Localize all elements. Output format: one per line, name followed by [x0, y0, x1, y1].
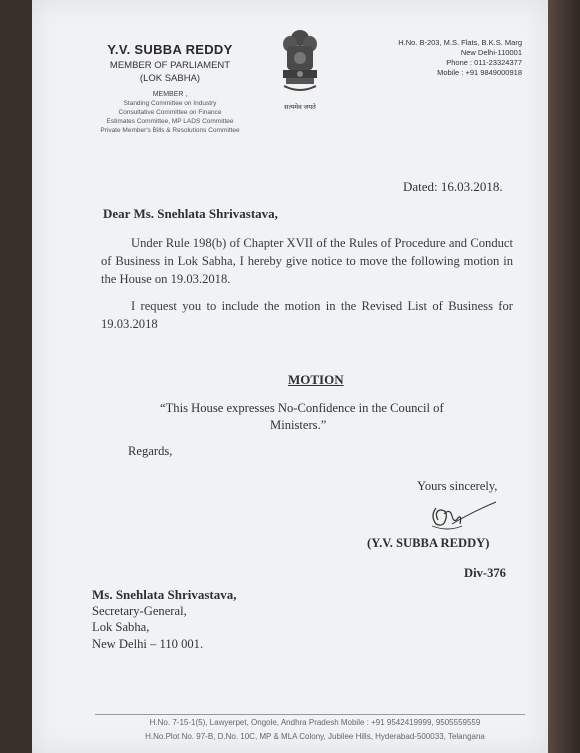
footer-line-2: H.No.Plot No. 97-B, D.No. 10C, MP & MLA Colony, Jubilee Hills, Hyderabad-500033, Telangana	[145, 732, 485, 741]
footer-line-1: H.No. 7-15-1(5), Lawyerpet, Ongole, Andhra Pradesh Mobile : +91 9542419999, 9505559559	[149, 718, 481, 727]
letterhead-member-label: MEMBER ,	[152, 91, 188, 98]
footer-divider	[95, 714, 525, 715]
signatory-name: (Y.V. SUBBA REDDY)	[367, 536, 490, 550]
committee-1: Standing Committee on Industry	[123, 100, 217, 107]
letter-date: Dated: 16.03.2018.	[403, 179, 503, 194]
recipient-city: New Delhi – 110 001.	[92, 637, 204, 651]
regards: Regards,	[128, 444, 173, 458]
paragraph-2: I request you to include the motion in the Revised List of Business for 19.03.2018	[101, 299, 513, 332]
division-number: Div-376	[464, 566, 506, 580]
letterhead-name: Y.V. SUBBA REDDY	[107, 42, 233, 57]
paragraph-1: Under Rule 198(b) of Chapter XVII of the Rules of Procedure and Conduct of Business in Lok Sabha, I hereby give notice to move the following motion in the House on 19.03.2018.	[101, 236, 513, 287]
background-edge	[548, 0, 580, 753]
national-emblem-icon	[278, 28, 322, 98]
address-line-1: H.No. B-203, M.S. Flats, B.K.S. Marg	[398, 38, 522, 47]
committee-3: Estimates Committee, MP LADS Committee	[106, 118, 234, 125]
address-mobile: Mobile : +91 9849000918	[437, 68, 522, 77]
salutation: Dear Ms. Snehlata Shrivastava,	[103, 206, 278, 221]
recipient-name: Ms. Snehlata Shrivastava,	[92, 587, 237, 602]
address-line-2: New Delhi-110001	[460, 48, 522, 57]
committee-2: Consultative Committee on Finance	[118, 109, 222, 116]
recipient-title: Secretary-General,	[92, 604, 187, 618]
motion-text-2: Ministers.”	[270, 418, 327, 432]
letterhead-title-2: (LOK SABHA)	[139, 73, 201, 84]
recipient-org: Lok Sabha,	[92, 620, 150, 634]
closing: Yours sincerely,	[417, 479, 498, 493]
emblem-caption: सत्यमेव जयते	[284, 104, 316, 111]
letterhead-title-1: MEMBER OF PARLIAMENT	[109, 60, 231, 71]
address-phone: Phone : 011-23324377	[446, 58, 522, 67]
motion-heading: MOTION	[288, 372, 344, 387]
committee-4: Private Member's Bills & Resolutions Committee	[100, 127, 240, 134]
handwritten-signature-icon	[422, 494, 498, 534]
motion-text-1: “This House expresses No-Confidence in the Council of	[160, 401, 444, 415]
